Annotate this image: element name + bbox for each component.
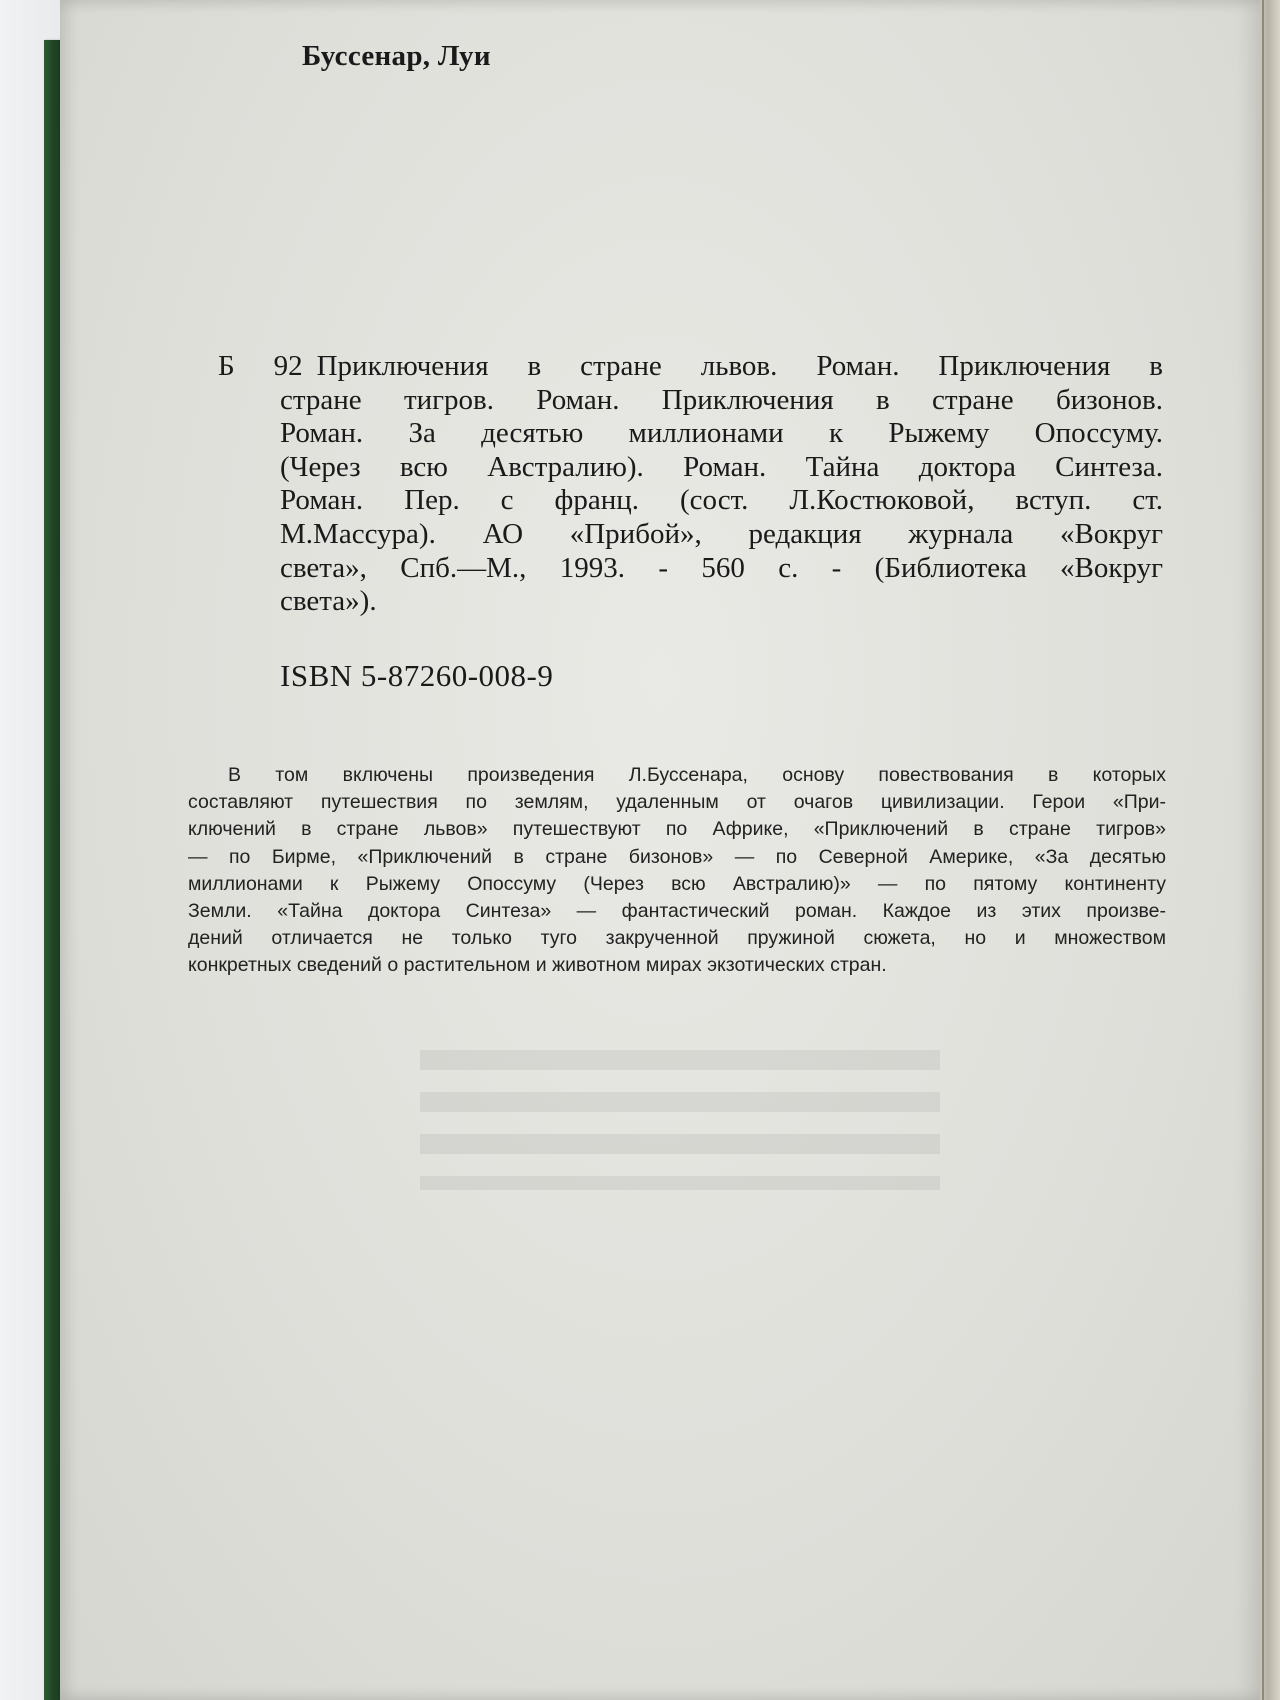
biblio-line: Роман. За десятью миллионами к Рыжему Опоссуму. xyxy=(280,417,1163,450)
annotation-paragraph xyxy=(188,762,1166,980)
bibliographic-record xyxy=(218,350,1163,619)
biblio-line: света»). xyxy=(280,585,377,618)
annotation-line: — по Бирме, «Приключений в стране бизонов» — по Северной Америке, «За десятью xyxy=(188,845,1166,868)
page-edge-line xyxy=(1262,0,1264,1700)
biblio-line: Роман. Пер. с франц. (сост. Л.Костюковой, вступ. ст. xyxy=(280,484,1163,517)
biblio-line: света», Спб.—М., 1993. - 560 с. - (Библиотека «Вокруг xyxy=(280,551,1163,584)
bleed-through-text xyxy=(420,1050,940,1190)
biblio-line: стране тигров. Роман. Приключения в стране бизонов. xyxy=(280,383,1163,416)
annotation-line: дений отличается не только туго закрученной пружиной сюжета, но и множеством xyxy=(188,927,1166,950)
biblio-line: (Через всю Австралию). Роман. Тайна доктора Синтеза. xyxy=(280,450,1163,483)
annotation-line: В том включены произведения Л.Буссенара, основу повествования в которых xyxy=(228,764,1166,786)
annotation-line: составляют путешествия по землям, удаленным от очагов цивилизации. Герои «При- xyxy=(188,791,1166,814)
author-name: Буссенар, Луи xyxy=(302,40,491,72)
annotation-line: ключений в стране львов» путешествуют по Африке, «Приключений в стране тигров» xyxy=(188,818,1166,841)
biblio-line: М.Массура). АО «Прибой», редакция журнала «Вокруг xyxy=(280,517,1163,550)
isbn-number: ISBN 5-87260-008-9 xyxy=(280,658,554,693)
biblio-line: Б 92 Приключения в стране львов. Роман. Приключения в xyxy=(218,350,1163,382)
annotation-line: миллионами к Рыжему Опоссуму (Через всю Австралию)» — по пятому континенту xyxy=(188,872,1166,895)
annotation-line: Земли. «Тайна доктора Синтеза» — фантастический роман. Каждое из этих произве- xyxy=(188,900,1166,923)
classification-code: Б 92 xyxy=(218,350,303,382)
annotation-line: конкретных сведений о растительном и животном мирах экзотических стран. xyxy=(188,954,887,977)
